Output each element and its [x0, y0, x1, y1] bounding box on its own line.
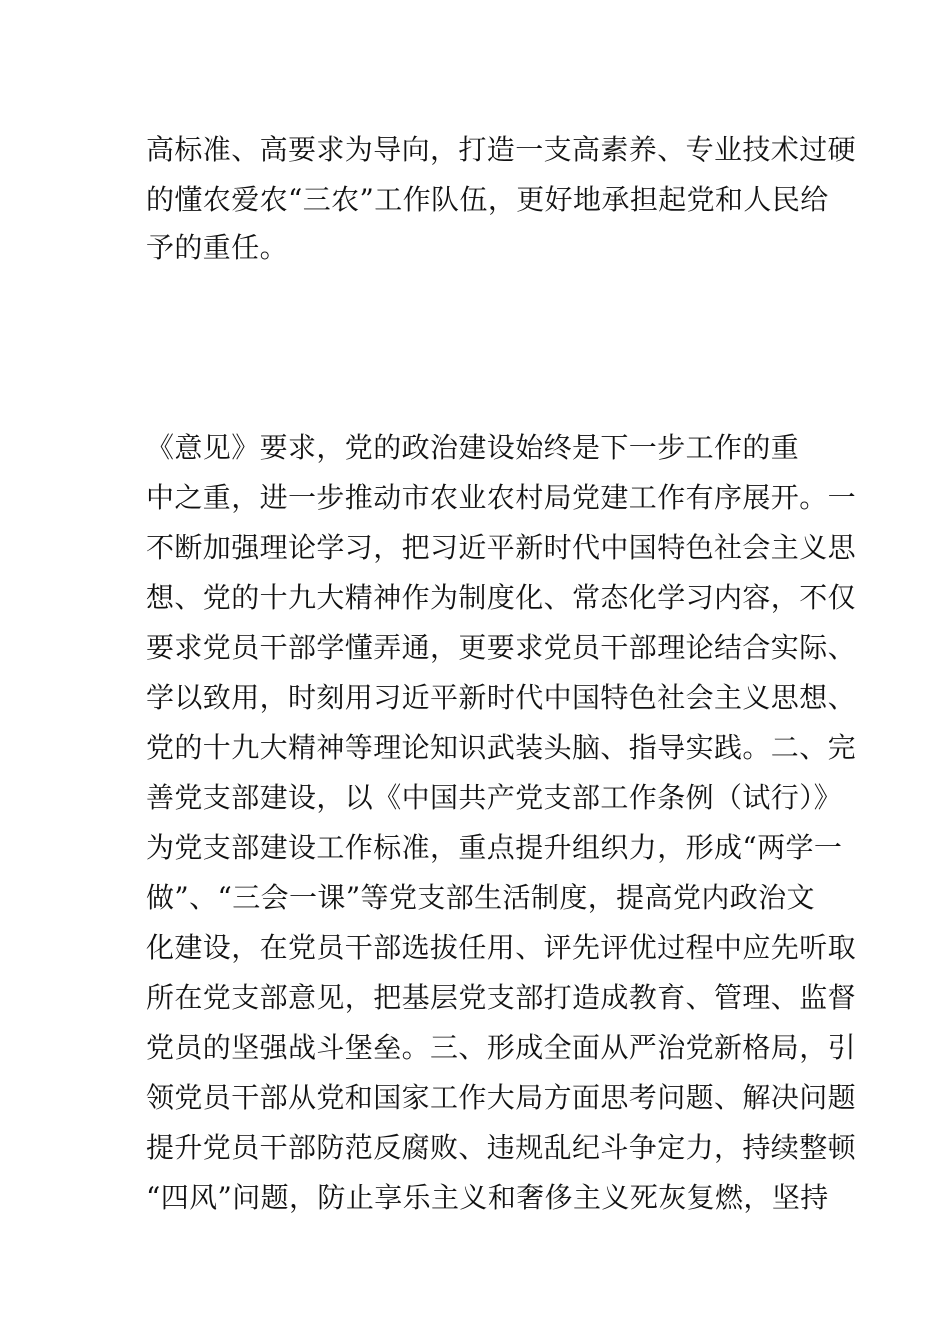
text-line: 予的重任。: [146, 231, 289, 264]
text-line: 想、党的十九大精神作为制度化、常态化学习内容，不仅: [146, 581, 857, 614]
text-line: 所在党支部意见，把基层党支部打造成教育、管理、监督: [146, 981, 857, 1014]
paragraph-first-line: 《意见》要求，党的政治建设始终是下一步工作的重: [146, 431, 800, 464]
text-line: 领党员干部从党和国家工作大局方面思考问题、解决问题: [146, 1081, 857, 1114]
text-line: 中之重，进一步推动市农业农村局党建工作有序展开。一: [146, 481, 857, 514]
text-line: 的懂农爱农“三农”工作队伍，更好地承担起党和人民给: [146, 183, 829, 216]
text-line: 要求党员干部学懂弄通，更要求党员干部理论结合实际、: [146, 631, 857, 664]
text-line: 学以致用，时刻用习近平新时代中国特色社会主义思想、: [146, 681, 857, 714]
text-line: 为党支部建设工作标准，重点提升组织力，形成“两学一: [146, 831, 843, 864]
text-line: 党的十九大精神等理论知识武装头脑、指导实践。二、完: [146, 731, 857, 764]
text-line: 善党支部建设，以《中国共产党支部工作条例（试行）》: [146, 781, 843, 814]
text-line: 高标准、高要求为导向，打造一支高素养、专业技术过硬: [146, 133, 857, 166]
text-line: 提升党员干部防范反腐败、违规乱纪斗争定力，持续整顿: [146, 1131, 857, 1164]
text-line: 党员的坚强战斗堡垒。三、形成全面从严治党新格局，引: [146, 1031, 857, 1064]
text-line: “四风”问题，防止享乐主义和奢侈主义死灰复燃，坚持: [146, 1181, 829, 1214]
text-line: 不断加强理论学习，把习近平新时代中国特色社会主义思: [146, 531, 857, 564]
text-line: 化建设，在党员干部选拔任用、评先评优过程中应先听取: [146, 931, 857, 964]
text-line: 做”、“三会一课”等党支部生活制度，提高党内政治文: [146, 881, 815, 914]
